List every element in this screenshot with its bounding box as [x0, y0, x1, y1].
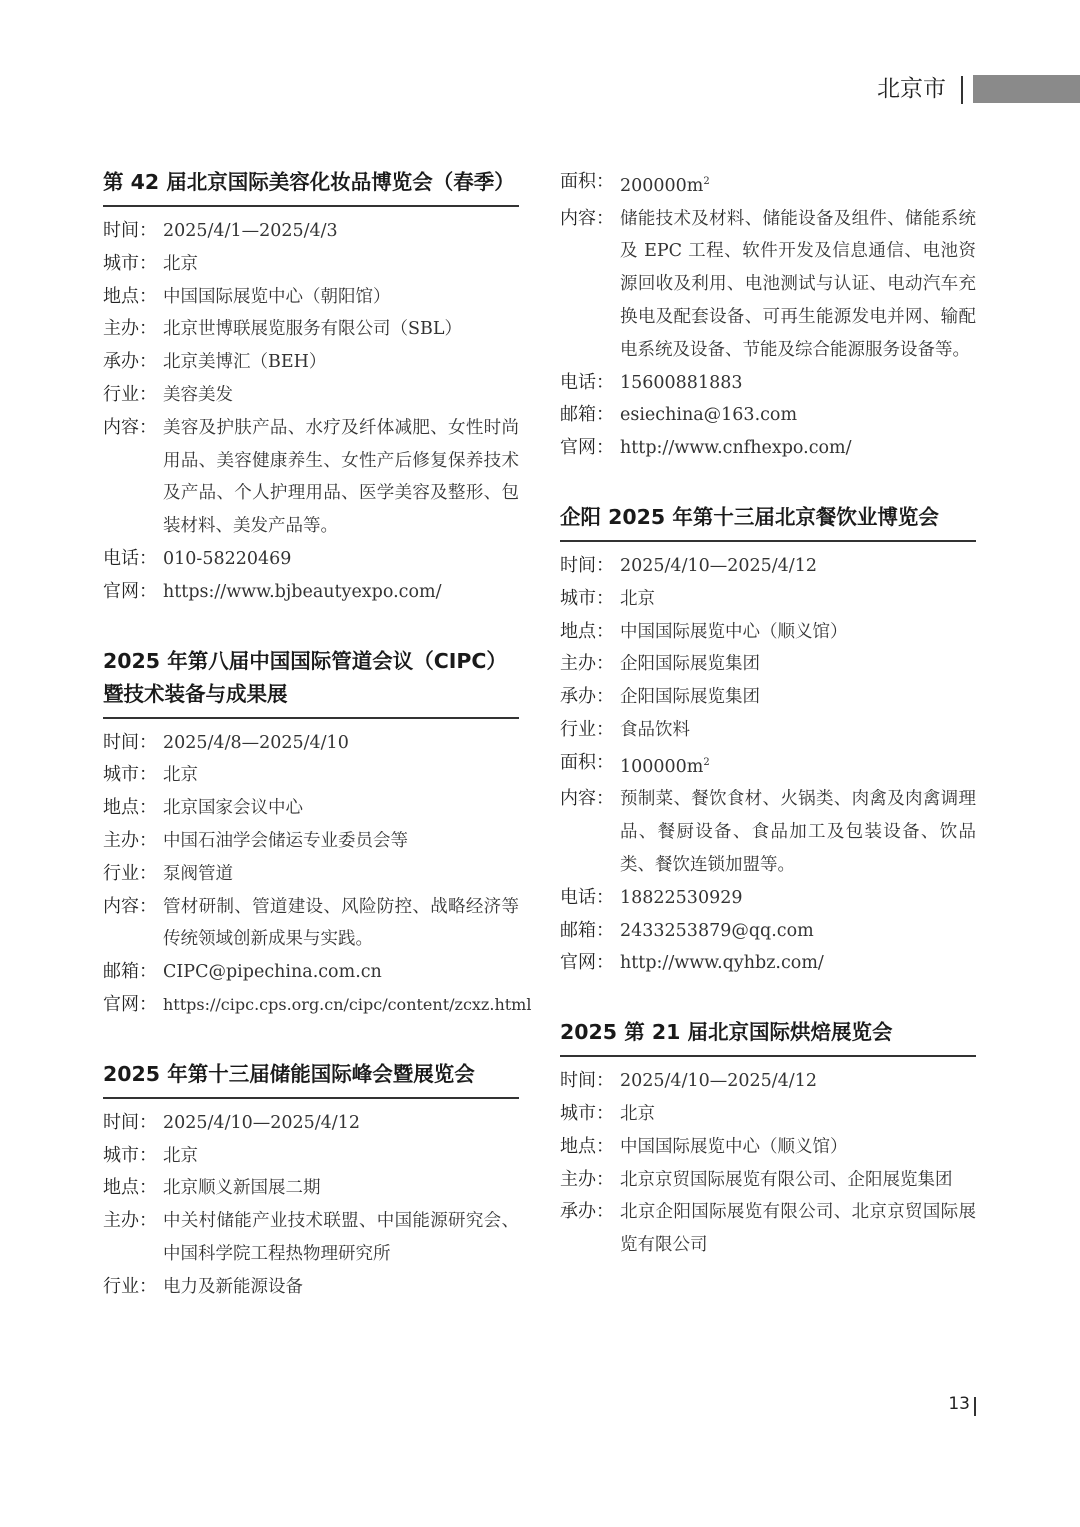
area-unit-superscript: 2 — [703, 176, 710, 187]
value-email[interactable]: esiechina@163.com — [620, 405, 798, 426]
label-phone: 电话： — [560, 886, 614, 908]
value-place: 中国国际展览中心（顺义馆） — [620, 1136, 848, 1157]
row-industry — [103, 858, 519, 891]
row-place — [103, 281, 519, 314]
label-industry: 行业： — [103, 1275, 157, 1297]
value-industry: 电力及新能源设备 — [163, 1276, 303, 1297]
section-title: 企阳 2025 年第十三届北京餐饮业博览会 — [560, 501, 976, 542]
value-industry: 食品饮料 — [620, 719, 690, 740]
value-host: 中关村储能产业技术联盟、中国能源研究会、中国科学院工程热物理研究所 — [163, 1211, 519, 1264]
label-industry: 行业： — [103, 383, 157, 405]
label-host: 主办： — [560, 653, 614, 675]
label-area: 面积： — [560, 171, 614, 192]
label-time: 时间： — [103, 1111, 157, 1133]
value-host: 北京京贸国际展览有限公司、企阳展览集团 — [620, 1169, 953, 1190]
row-phone — [103, 543, 519, 576]
row-host — [103, 313, 519, 346]
row-email — [560, 399, 976, 432]
row-phone — [560, 367, 976, 400]
value-city: 北京 — [163, 253, 198, 274]
value-content: 美容及护肤产品、水疗及纤体减肥、女性时尚用品、美容健康养生、女性产后修复保养技术及产品、个人护理用品、医学美容及整形、包装材料、美发产品等。 — [163, 417, 519, 537]
row-content — [103, 412, 519, 543]
row-content — [560, 783, 976, 881]
row-website — [103, 989, 532, 1022]
row-city — [103, 759, 519, 792]
row-content — [560, 203, 976, 367]
value-phone: 18822530929 — [620, 887, 743, 908]
label-time: 时间： — [560, 1070, 614, 1092]
value-area — [620, 747, 976, 784]
label-place: 地点： — [103, 285, 157, 307]
value-time: 2025/4/10—2025/4/12 — [163, 1112, 360, 1133]
row-industry — [560, 714, 976, 747]
label-city: 城市： — [103, 252, 157, 274]
row-city — [560, 583, 976, 616]
value-time: 2025/4/8—2025/4/10 — [163, 732, 349, 753]
value-content: 储能技术及材料、储能设备及组件、储能系统及 EPC 工程、软件开发及信息通信、电池资源回收及利用、电池测试与认证、电动汽车充换电及配套设备、可再生能源发电并网、输配电系统及设备、节能及综合能源服务设备等。 — [620, 208, 976, 360]
row-industry — [103, 379, 519, 412]
value-industry: 泵阀管道 — [163, 863, 233, 884]
exhibition-energy-storage-continued — [560, 166, 976, 465]
value-host: 企阳国际展览集团 — [620, 654, 760, 675]
row-time — [103, 215, 519, 248]
row-website — [560, 432, 976, 465]
label-area: 面积： — [560, 751, 614, 773]
label-email: 邮箱： — [560, 919, 614, 941]
label-email: 邮箱： — [560, 404, 614, 426]
row-organizer — [560, 1196, 976, 1262]
exhibition-beauty-expo — [103, 166, 519, 609]
value-time: 2025/4/10—2025/4/12 — [620, 556, 817, 576]
label-city: 城市： — [103, 764, 157, 786]
row-host — [103, 1205, 519, 1271]
value-organizer: 北京企阳国际展览有限公司、北京京贸国际展览有限公司 — [620, 1202, 976, 1256]
label-organizer: 承办： — [560, 1201, 614, 1223]
exhibition-pipeline-conference — [103, 645, 532, 1022]
row-website — [560, 947, 976, 980]
label-city: 城市： — [560, 587, 614, 609]
row-time — [560, 550, 976, 583]
value-industry: 美容美发 — [163, 384, 233, 405]
value-area — [620, 166, 976, 203]
row-time — [103, 727, 519, 760]
label-phone: 电话： — [560, 371, 614, 393]
value-place: 北京国家会议中心 — [163, 798, 303, 819]
right-column — [560, 166, 976, 1262]
label-content: 内容： — [560, 207, 614, 229]
row-organizer — [103, 346, 519, 379]
label-host: 主办： — [560, 1168, 614, 1190]
label-organizer: 承办： — [103, 351, 157, 373]
value-city: 北京 — [163, 765, 198, 786]
value-content: 预制菜、餐饮食材、火锅类、肉禽及肉禽调理品、餐厨设备、食品加工及包装设备、饮品类、餐饮连锁加盟等。 — [620, 789, 976, 875]
page-number-divider — [974, 1397, 976, 1416]
row-website — [103, 576, 519, 609]
row-industry — [103, 1271, 519, 1304]
value-host: 中国石油学会储运专业委员会等 — [163, 830, 408, 851]
label-website: 官网： — [103, 580, 157, 602]
label-host: 主办： — [103, 829, 157, 851]
row-place — [103, 1172, 519, 1205]
page-number: 13 — [948, 1394, 970, 1414]
exhibition-catering-expo — [560, 501, 976, 980]
value-city: 北京 — [620, 588, 655, 609]
exhibition-bakery-expo — [560, 1016, 976, 1262]
row-content — [103, 891, 519, 957]
header-divider — [961, 76, 963, 104]
label-website: 官网： — [560, 437, 614, 459]
row-organizer — [560, 681, 976, 714]
row-host — [560, 1164, 976, 1197]
value-organizer: 北京美博汇（BEH） — [163, 352, 327, 373]
row-time — [103, 1107, 519, 1140]
row-area — [560, 166, 976, 203]
row-time — [560, 1065, 976, 1098]
value-website[interactable]: https://cipc.cps.org.cn/cipc/content/zcxz.html — [163, 994, 532, 1014]
row-email — [560, 915, 976, 948]
page-header-title: 北京市 — [877, 76, 946, 102]
row-email — [103, 956, 519, 989]
row-place — [103, 792, 519, 825]
value-website[interactable]: https://www.bjbeautyexpo.com/ — [163, 581, 442, 602]
label-content: 内容： — [560, 788, 614, 810]
value-website[interactable]: http://www.qyhbz.com/ — [620, 953, 824, 974]
row-area — [560, 747, 976, 784]
area-unit-superscript: 2 — [703, 756, 710, 768]
section-title: 2025 年第八届中国国际管道会议（CIPC）暨技术装备与成果展 — [103, 645, 519, 719]
area-number: 200000m — [620, 175, 704, 196]
value-phone: 15600881883 — [620, 372, 743, 393]
value-place: 中国国际展览中心（朝阳馆） — [163, 286, 391, 307]
label-email: 邮箱： — [103, 961, 157, 983]
label-host: 主办： — [103, 318, 157, 340]
row-host — [560, 648, 976, 681]
value-time: 2025/4/1—2025/4/3 — [163, 221, 338, 241]
label-phone: 电话： — [103, 547, 157, 569]
label-website: 官网： — [560, 952, 614, 974]
value-place: 北京顺义新国展二期 — [163, 1178, 321, 1199]
value-email[interactable]: CIPC@pipechina.com.cn — [163, 962, 382, 983]
label-time: 时间： — [103, 220, 157, 241]
label-time: 时间： — [103, 731, 157, 753]
row-city — [103, 248, 519, 281]
section-title: 2025 年第十三届储能国际峰会暨展览会 — [103, 1058, 519, 1099]
row-host — [103, 825, 519, 858]
exhibition-energy-storage — [103, 1058, 519, 1304]
label-time: 时间： — [560, 555, 614, 576]
label-place: 地点： — [560, 620, 614, 642]
section-title: 第 42 届北京国际美容化妆品博览会（春季） — [103, 166, 519, 207]
left-column — [103, 166, 532, 1304]
value-website[interactable]: http://www.cnfhexpo.com/ — [620, 438, 852, 459]
label-city: 城市： — [103, 1144, 157, 1166]
value-host: 北京世博联展览服务有限公司（SBL） — [163, 319, 462, 340]
area-number: 100000m — [620, 756, 704, 777]
value-city: 北京 — [620, 1103, 655, 1124]
label-industry: 行业： — [560, 718, 614, 740]
label-place: 地点： — [103, 1177, 157, 1199]
value-phone: 010-58220469 — [163, 548, 292, 569]
label-content: 内容： — [103, 416, 157, 438]
row-city — [103, 1140, 519, 1173]
label-website: 官网： — [103, 993, 157, 1015]
row-place — [560, 616, 976, 649]
row-phone — [560, 882, 976, 915]
value-organizer: 企阳国际展览集团 — [620, 687, 760, 708]
label-content: 内容： — [103, 895, 157, 917]
value-place: 中国国际展览中心（顺义馆） — [620, 621, 848, 642]
label-place: 地点： — [103, 797, 157, 819]
section-title: 2025 第 21 届北京国际烘焙展览会 — [560, 1016, 976, 1057]
row-place — [560, 1131, 976, 1164]
value-email[interactable]: 2433253879@qq.com — [620, 920, 814, 941]
label-city: 城市： — [560, 1102, 614, 1124]
value-content: 管材研制、管道建设、风险防控、战略经济等传统领域创新成果与实践。 — [163, 896, 519, 950]
label-industry: 行业： — [103, 862, 157, 884]
label-place: 地点： — [560, 1135, 614, 1157]
label-organizer: 承办： — [560, 686, 614, 708]
header-gray-block — [973, 75, 1080, 103]
value-time: 2025/4/10—2025/4/12 — [620, 1071, 817, 1092]
value-city: 北京 — [163, 1145, 198, 1166]
label-host: 主办： — [103, 1210, 157, 1232]
row-city — [560, 1098, 976, 1131]
